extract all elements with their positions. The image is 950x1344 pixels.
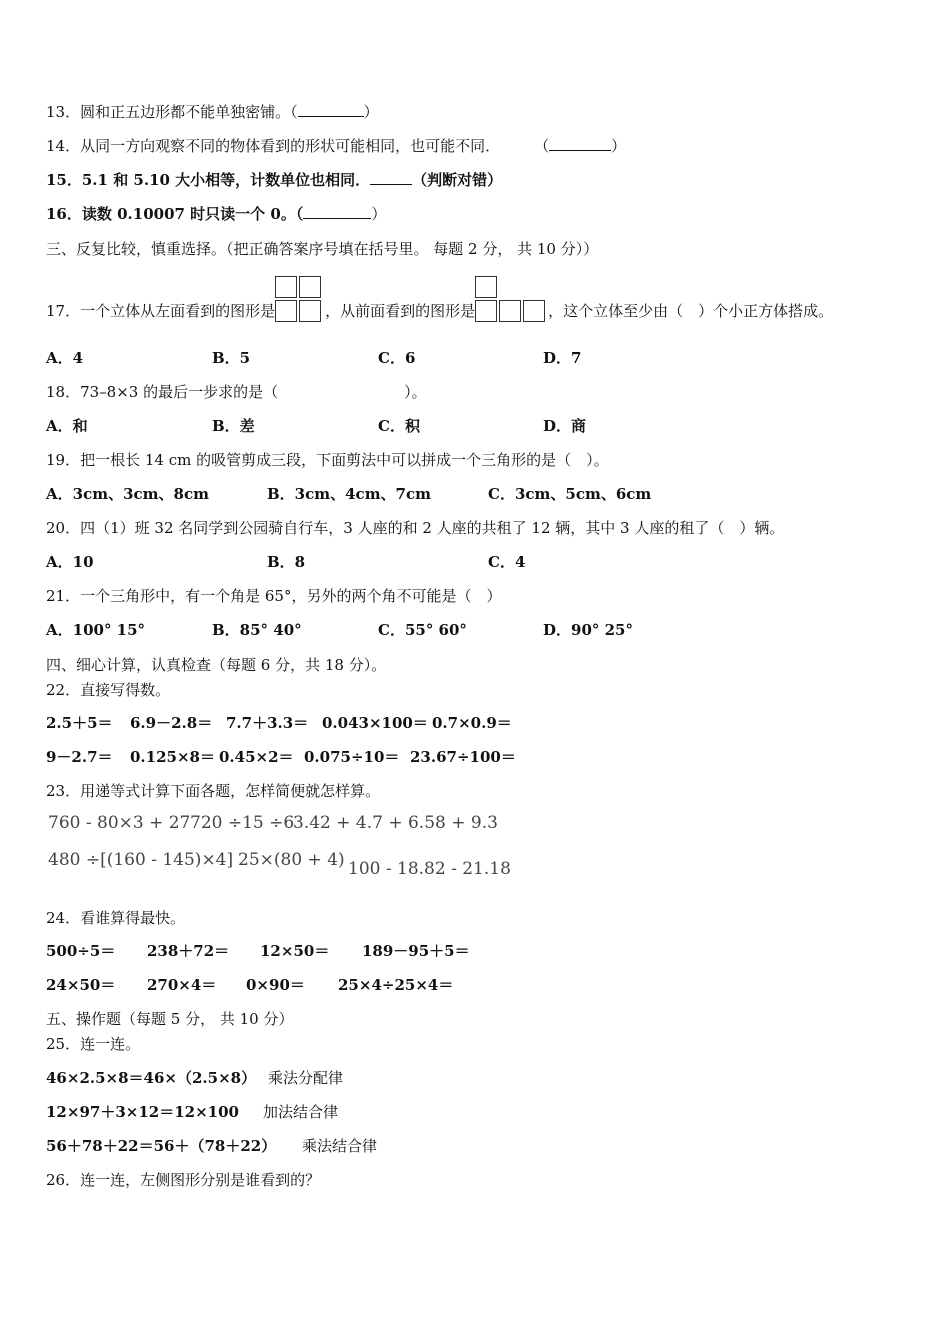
question-13: 13．圆和正五边形都不能单独密铺。（ ） xyxy=(46,103,379,121)
section-4-heading: 四、细心计算，认真检查（每题 6 分，共 18 分）。 xyxy=(46,656,387,674)
q17-option-a[interactable]: A．4 xyxy=(46,349,84,367)
section-5-heading: 五、操作题（每题 5 分， 共 10 分） xyxy=(46,1010,294,1028)
matching-law[interactable]: 乘法结合律 xyxy=(302,1137,378,1155)
q19-option-c[interactable]: C．3cm、5cm、6cm xyxy=(488,485,652,503)
section-3-heading: 三、反复比较，慎重选择。（把正确答案序号填在括号里。 每题 2 分， 共 10 分）） xyxy=(46,240,599,258)
question-20: 20．四（1）班 32 名同学到公园骑自行车，3 人座的和 2 人座的共租了 12 辆，其中 3 人座的租了（ ）辆。 xyxy=(46,519,785,537)
q21-option-b[interactable]: B．85° 40° xyxy=(212,621,302,639)
calc-item: 23.67÷100＝ xyxy=(410,748,516,766)
expression: 100 - 18.82 - 21.18 xyxy=(348,859,511,879)
calc-item: 7.7＋3.3＝ xyxy=(226,714,309,732)
calc-item: 25×4÷25×4＝ xyxy=(338,976,454,994)
q21-option-a[interactable]: A．100° 15° xyxy=(46,621,146,639)
calc-item: 238＋72＝ xyxy=(147,942,230,960)
matching-law[interactable]: 加法结合律 xyxy=(263,1103,339,1121)
matching-expression[interactable]: 46×2.5×8＝46×（2.5×8） xyxy=(46,1069,257,1087)
calc-item: 0.075÷10＝ xyxy=(304,748,400,766)
q17-option-b[interactable]: B．5 xyxy=(212,349,251,367)
question-16: 16．读数 0.10007 时只读一个 0。（ ） xyxy=(46,205,387,223)
question-25-title: 25．连一连。 xyxy=(46,1035,141,1053)
calc-item: 189－95＋5＝ xyxy=(362,942,470,960)
calc-item: 500÷5＝ xyxy=(46,942,116,960)
calc-item: 0.45×2＝ xyxy=(219,748,294,766)
question-14: 14．从同一方向观察不同的物体看到的形状可能相同，也可能不同． （ ） xyxy=(46,137,627,155)
expression: 720 ÷15 ÷6 xyxy=(190,813,295,833)
calc-item: 6.9－2.8＝ xyxy=(130,714,213,732)
left-view-figure xyxy=(275,276,325,324)
expression: 3.42 + 4.7 + 6.58 + 9.3 xyxy=(293,813,498,833)
answer-blank[interactable] xyxy=(549,136,611,151)
q17-option-c[interactable]: C．6 xyxy=(378,349,416,367)
matching-expression[interactable]: 12×97＋3×12＝12×100 xyxy=(46,1103,239,1121)
answer-blank[interactable] xyxy=(298,102,364,117)
expression: 25×(80 + 4) xyxy=(238,850,345,870)
question-17: 17．一个立体从左面看到的图形是 ，从前面看到的图形是 ，这个立体至少由（ ）个小正方体搭成。 xyxy=(46,288,833,336)
q20-option-a[interactable]: A．10 xyxy=(46,553,94,571)
question-26-title: 26．连一连，左侧图形分别是谁看到的？ xyxy=(46,1171,321,1189)
matching-expression[interactable]: 56＋78＋22＝56＋（78＋22） xyxy=(46,1137,277,1155)
answer-blank[interactable] xyxy=(303,204,371,219)
q20-option-b[interactable]: B．8 xyxy=(267,553,306,571)
question-21: 21．一个三角形中，有一个角是 65°，另外的两个角不可能是（ ） xyxy=(46,587,502,605)
question-22-title: 22．直接写得数。 xyxy=(46,681,171,699)
calc-item: 9－2.7＝ xyxy=(46,748,113,766)
q20-option-c[interactable]: C．4 xyxy=(488,553,526,571)
answer-blank[interactable] xyxy=(370,170,412,185)
calc-item: 0.125×8＝ xyxy=(130,748,215,766)
question-19: 19．把一根长 14 cm 的吸管剪成三段，下面剪法中可以拼成一个三角形的是（ ）。 xyxy=(46,451,609,469)
question-18: 18．73–8×3 的最后一步求的是（ ）。 xyxy=(46,383,427,401)
calc-item: 270×4＝ xyxy=(147,976,217,994)
q19-option-a[interactable]: A．3cm、3cm、8cm xyxy=(46,485,209,503)
front-view-figure xyxy=(475,276,548,324)
q18-option-c[interactable]: C．积 xyxy=(378,417,420,435)
calc-item: 2.5＋5＝ xyxy=(46,714,113,732)
calc-item: 0.7×0.9＝ xyxy=(432,714,512,732)
q18-option-a[interactable]: A．和 xyxy=(46,417,88,435)
calc-item: 24×50＝ xyxy=(46,976,116,994)
q19-option-b[interactable]: B．3cm、4cm、7cm xyxy=(267,485,432,503)
q21-option-c[interactable]: C．55° 60° xyxy=(378,621,467,639)
q17-option-d[interactable]: D．7 xyxy=(543,349,582,367)
expression: 480 ÷[(160 - 145)×4] xyxy=(48,850,234,870)
question-24-title: 24．看谁算得最快。 xyxy=(46,909,186,927)
question-23-title: 23．用递等式计算下面各题，怎样简便就怎样算。 xyxy=(46,782,381,800)
expression: 760 - 80×3 + 27 xyxy=(48,813,191,833)
calc-item: 0×90＝ xyxy=(246,976,305,994)
matching-law[interactable]: 乘法分配律 xyxy=(268,1069,344,1087)
calc-item: 12×50＝ xyxy=(260,942,330,960)
question-15: 15．5.1 和 5.10 大小相等，计数单位也相同． （判断对错） xyxy=(46,171,503,189)
q18-option-b[interactable]: B．差 xyxy=(212,417,255,435)
q18-option-d[interactable]: D．商 xyxy=(543,417,587,435)
calc-item: 0.043×100＝ xyxy=(322,714,428,732)
q21-option-d[interactable]: D．90° 25° xyxy=(543,621,633,639)
